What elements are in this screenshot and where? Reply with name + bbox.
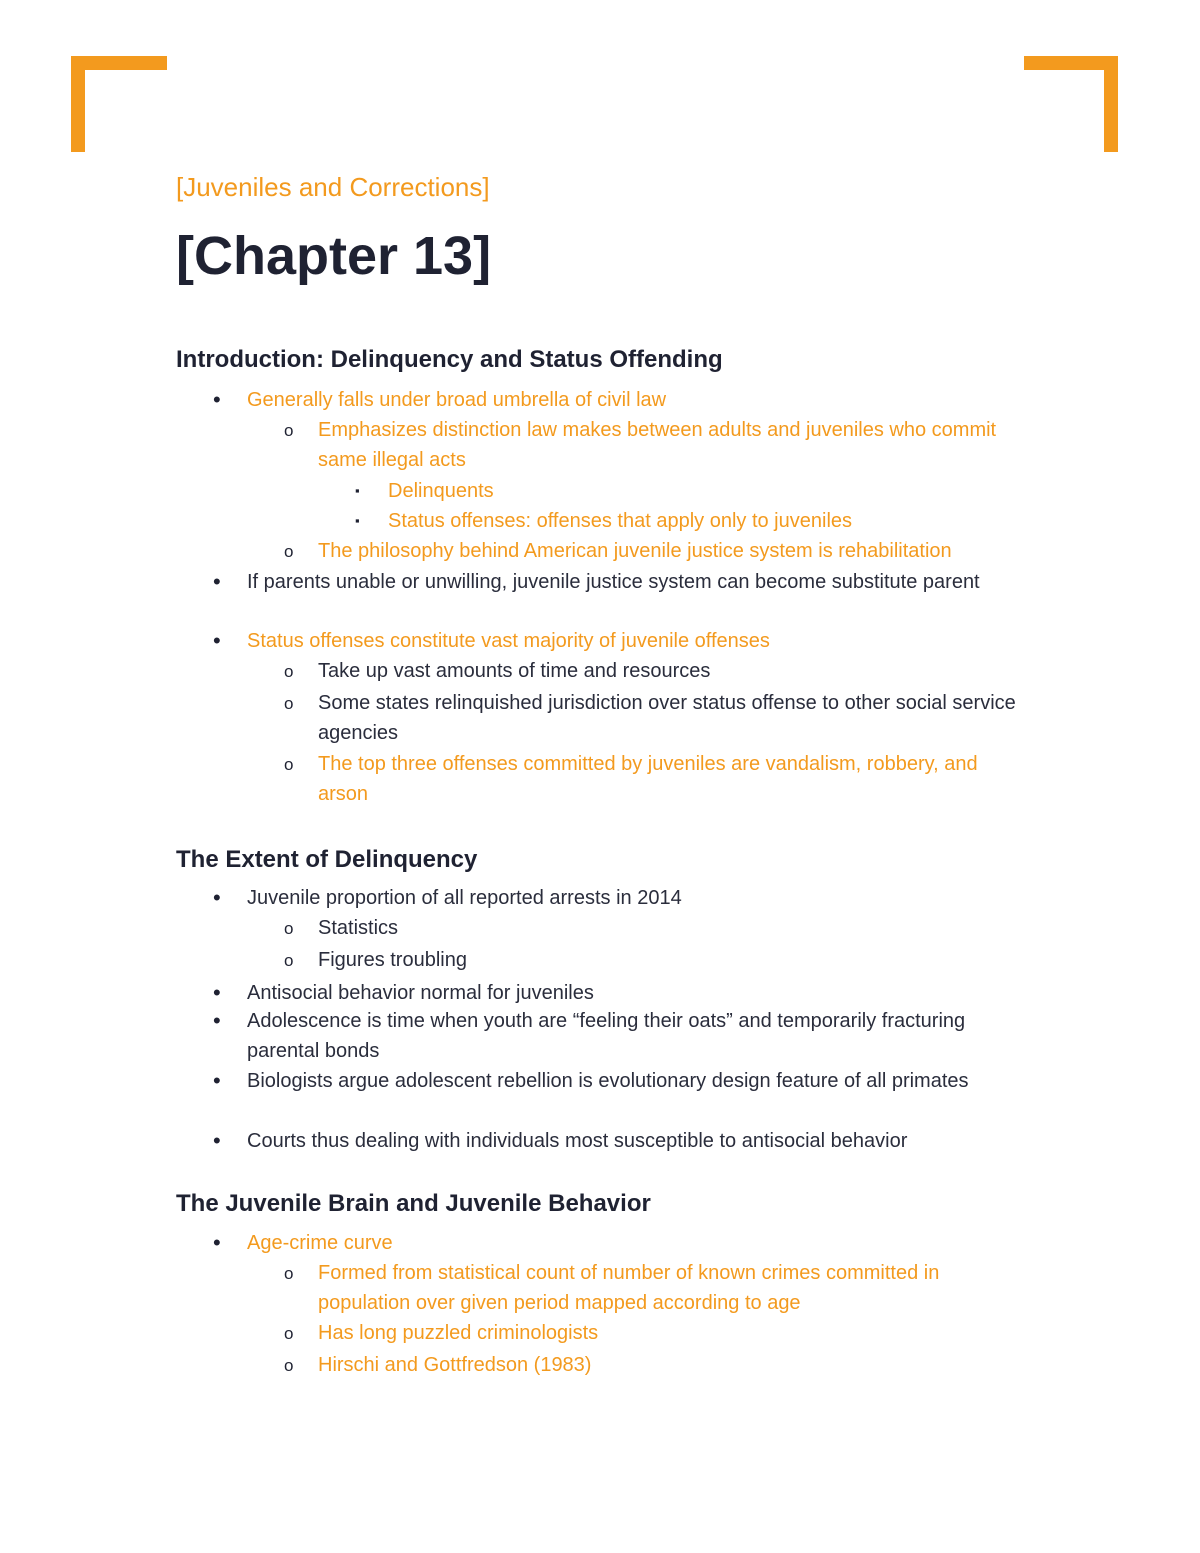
bullet-icon: • [213,1068,221,1093]
bullet-icon: ▪ [355,513,360,528]
corner-bracket-top-left-vertical [71,56,85,152]
bullet-icon: • [213,885,221,910]
bullet-icon: • [213,628,221,653]
list-item: o Has long puzzled criminologists [318,1318,1028,1348]
document-subtitle: [Juveniles and Corrections] [176,172,490,202]
document-title: [Chapter 13] [176,226,492,286]
bullet-icon: o [284,662,294,681]
bullet-icon: ▪ [355,483,360,498]
bullet-icon: o [284,1264,294,1283]
corner-bracket-top-left [71,56,167,70]
bullet-icon: • [213,1230,221,1255]
section-heading: Introduction: Delinquency and Status Offending [176,346,723,373]
list-item: • Age-crime curve [247,1228,1037,1258]
list-item: o The top three offenses committed by juveniles are vandalism, robbery, and arson [318,749,1028,809]
list-item: o Hirschi and Gottfredson (1983) [318,1350,1028,1380]
list-item: • Courts thus dealing with individuals most susceptible to antisocial behavior [247,1126,1037,1156]
bullet-icon: • [213,1128,221,1153]
section-heading: The Extent of Delinquency [176,846,478,873]
list-item: ▪ Delinquents [388,476,1028,506]
bullet-icon: • [213,1008,221,1033]
section-heading: The Juvenile Brain and Juvenile Behavior [176,1190,651,1217]
list-item: o Figures troubling [318,945,1028,975]
list-item: • Status offenses constitute vast majority of juvenile offenses [247,626,1037,656]
list-item: • Biologists argue adolescent rebellion is evolutionary design feature of all primates [247,1066,1037,1096]
bullet-icon: o [284,421,294,440]
bullet-icon: o [284,755,294,774]
list-item: • Adolescence is time when youth are “feeling their oats” and temporarily fracturing parental bonds [213,1008,966,1062]
bullet-icon: o [284,919,294,938]
list-item: o Some states relinquished jurisdiction over status offense to other social service agencies [318,688,1028,748]
list-item: ▪ Status offenses: offenses that apply only to juveniles [388,506,1028,536]
list-item: o Formed from statistical count of number of known crimes committed in population over given period mapped according to age [318,1258,1028,1318]
list-item: • Generally falls under broad umbrella of civil law [247,385,1037,415]
list-item: • If parents unable or unwilling, juvenile justice system can become substitute parent [247,567,1037,597]
bullet-icon: o [284,951,294,970]
list-item: o Take up vast amounts of time and resources [318,656,1028,686]
bullet-icon: • [213,980,221,1005]
bullet-icon: • [213,569,221,594]
bullet-icon: o [284,1324,294,1343]
bullet-icon: • [213,387,221,412]
list-item: • Antisocial behavior normal for juveniles [247,978,1037,1008]
corner-bracket-top-right-vertical [1104,56,1118,152]
list-item: o Statistics [318,913,1028,943]
list-item: • Juvenile proportion of all reported arrests in 2014 [247,883,1037,913]
list-item: o Emphasizes distinction law makes between adults and juveniles who commit same illegal acts [318,415,1028,475]
bullet-icon: o [284,542,294,561]
list-item: o The philosophy behind American juvenile justice system is rehabilitation [318,536,1028,566]
bullet-icon: o [284,1356,294,1375]
bullet-icon: o [284,694,294,713]
